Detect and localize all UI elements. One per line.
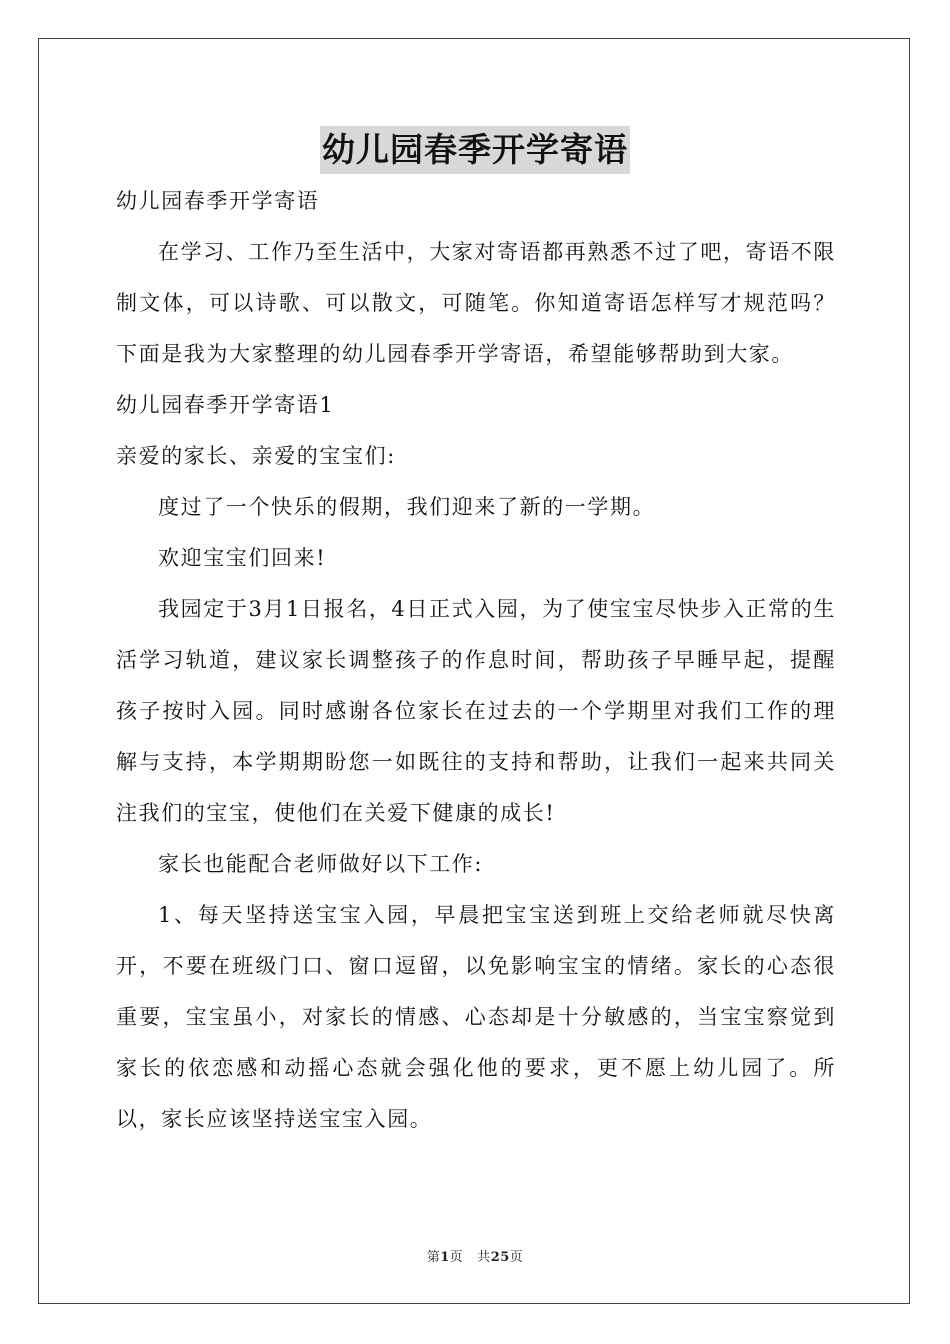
total-pages-number: 25 bbox=[490, 1250, 510, 1265]
paragraph-intro: 在学习、工作乃至生活中，大家对寄语都再熟悉不过了吧，寄语不限制文体，可以诗歌、可以散文，可随笔。你知道寄语怎样写才规范吗？下面是我为大家整理的幼儿园春季开学寄语，希望能够帮助到大家。 bbox=[116, 240, 836, 366]
paragraph-salutation: 亲爱的家长、亲爱的宝宝们: bbox=[116, 444, 396, 468]
paragraph: 度过了一个快乐的假期，我们迎来了新的一学期。 bbox=[158, 495, 656, 519]
document-title bbox=[0, 126, 950, 174]
paragraph: 我园定于3月1日报名，4日正式入园，为了使宝宝尽快步入正常的生活学习轨道，建议家长调整孩子的作息时间，帮助孩子早睡早起，提醒孩子按时入园。同时感谢各位家长在过去的一个学期里对我们工作的理解与支持，本学期期盼您一如既往的支持和帮助，让我们一起来共同关注我们的宝宝，使他们在关爱下健康的成长! bbox=[116, 597, 836, 825]
current-page-number: 1 bbox=[440, 1250, 450, 1265]
paragraph: 欢迎宝宝们回来! bbox=[158, 546, 327, 570]
paragraph: 家长也能配合老师做好以下工作: bbox=[158, 852, 484, 876]
page-prefix: 第 bbox=[426, 1250, 441, 1265]
total-prefix: 共 bbox=[477, 1250, 491, 1265]
page-footer bbox=[0, 1246, 950, 1265]
document-body bbox=[116, 176, 836, 1145]
section-heading: 幼儿园春季开学寄语1 bbox=[116, 393, 335, 417]
total-suffix: 页 bbox=[509, 1250, 524, 1265]
paragraph-subtitle: 幼儿园春季开学寄语 bbox=[116, 189, 320, 213]
paragraph: 1、每天坚持送宝宝入园，早晨把宝宝送到班上交给老师就尽快离开，不要在班级门口、窗口逗留，以免影响宝宝的情绪。家长的心态很重要，宝宝虽小，对家长的情感、心态却是十分敏感的，当宝宝察觉到家长的依恋感和动摇心态就会强化他的要求，更不愿上幼儿园了。所以，家长应该坚持送宝宝入园。 bbox=[116, 903, 836, 1131]
page-suffix: 页 bbox=[449, 1250, 464, 1265]
document-title-text: 幼儿园春季开学寄语 bbox=[320, 126, 630, 174]
